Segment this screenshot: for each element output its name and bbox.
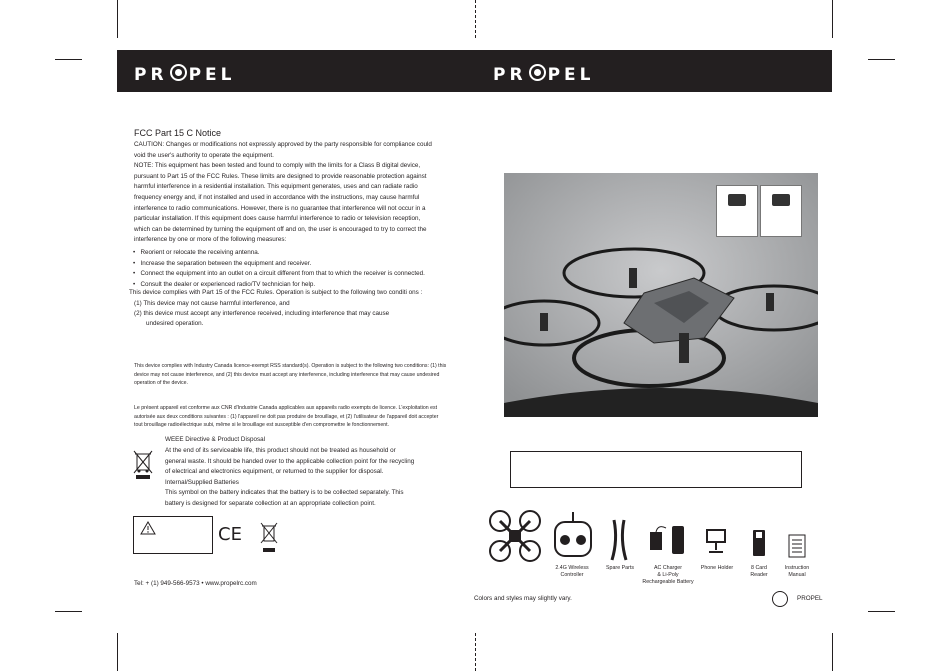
- bullet-item: • Increase the separation between the equipment and receiver.: [133, 260, 312, 267]
- crop-mark: [117, 633, 118, 671]
- bullet-item: • Consult the dealer or experienced radio/TV technician for help.: [133, 281, 316, 288]
- fcc-line: particular installation. If this equipment does cause harmful interference to radio or television reception,: [134, 215, 421, 223]
- fcc-line: interference by one or more of the following measures:: [134, 236, 287, 244]
- crop-mark: [832, 633, 833, 671]
- crop-mark: [117, 0, 118, 38]
- contact-info: Tel: + (1) 949-566-9573 • www.propelrc.com: [134, 580, 257, 587]
- fcc-condition-2-cont: undesired operation.: [146, 320, 204, 327]
- crop-mark: [868, 611, 895, 612]
- crop-mark: [868, 59, 895, 60]
- fcc-condition-2: (2) this device must accept any interference received, including interference that may cause: [134, 310, 390, 317]
- crop-mark: [832, 0, 833, 38]
- controller-icon: [553, 512, 593, 560]
- fcc-condition-1: (1) This device may not cause harmful interference, and: [134, 300, 290, 307]
- bullet-item: • Reorient or relocate the receiving antenna.: [133, 249, 260, 256]
- weee-title: WEEE Directive & Product Disposal: [165, 436, 266, 443]
- battery-title: Internal/Supplied Batteries: [165, 478, 239, 486]
- transmitter-feature-box: [760, 185, 802, 237]
- accessory-label: Spare Parts: [606, 565, 634, 571]
- card-reader-icon: [751, 528, 767, 558]
- fcc-line: frequency energy and, if not installed and used in accordance with the instructions, may cause harmful: [134, 193, 420, 201]
- fcc-title: FCC Part 15 C Notice: [134, 128, 222, 138]
- warning-triangle-icon: [140, 521, 156, 535]
- accessory-label: AC Charger & Li-Poly Rechargeable Battery: [642, 565, 694, 585]
- fcc-line: which can be determined by turning the equipment off and on, the user is encouraged to try to correct the: [134, 225, 427, 233]
- instruction-manual-icon: [788, 534, 806, 558]
- crop-mark: [475, 633, 477, 671]
- circle-mark: [772, 591, 788, 607]
- weee-body: At the end of its serviceable life, this product should not be treated as household or general waste. It should be handed over to the applicable collection point for the recycling of electrical and electronics equipment, or returned to the supplier for disposal. Internal/Supplied Batteries This symbol on the battery indicates that the battery is to be collected separately. This battery is designed for separate collection at an appropriate collection point.: [165, 447, 415, 507]
- crop-mark: [55, 611, 82, 612]
- fcc-line: CAUTION: Changes or modifications not expressly approved by the party responsible for compliance could: [134, 141, 432, 148]
- accessory-label: Phone Holder: [700, 565, 734, 571]
- accessory-label: 2.4G Wireless Controller: [555, 565, 589, 578]
- accessory-label: Instruction Manual: [784, 565, 810, 578]
- fcc-body: [134, 140, 464, 246]
- camera-icon: [728, 194, 746, 206]
- blank-text-box: [510, 451, 802, 488]
- phone-holder-icon: [704, 528, 728, 556]
- accessory-label: 8 Card Reader: [750, 565, 768, 578]
- weee-bin-icon: [132, 450, 154, 480]
- ce-mark: CE: [218, 524, 242, 545]
- weee-bin-icon-small: [259, 521, 279, 553]
- crop-mark: [475, 0, 477, 38]
- fcc-complies: This device complies with Part 15 of the FCC Rules. Operation is subject to the following two conditi ons :: [129, 289, 423, 296]
- ic-french: Le présent appareil est conforme aux CNR d'Industrie Canada applicables aux appareils radio exempts de licence. L'exploitation est autorisée aux deux conditions suivantes : (1) l'appareil ne doit pas produire de brouillage, et (2) l'utilisateur de l'appareil doit accepter tout brouillage radioélectrique subi, même si le brouillage est susceptible d'en compromettre le fonctionnement.: [134, 405, 439, 429]
- brand-logo-left: PR PEL: [134, 65, 236, 85]
- brand-logo-right: PR PEL: [493, 65, 595, 85]
- fcc-line: void the user's authority to operate the equipment.: [134, 151, 274, 159]
- camera-feature-box: [716, 185, 758, 237]
- drone-photo: [504, 173, 818, 417]
- fcc-line: harmful interference in a residential installation. This equipment generates, uses and can radiate radio: [134, 183, 418, 191]
- fcc-line: NOTE: This equipment has been tested and found to comply with the limits for a Class B digital device,: [134, 162, 421, 170]
- bullet-item: • Connect the equipment into an outlet on a circuit different from that to which the receiver is connected.: [133, 270, 425, 277]
- fcc-line: pursuant to Part 15 of the FCC Rules. These limits are designed to provide reasonable protection against: [134, 172, 427, 180]
- ic-english: This device complies with Industry Canada licence-exempt RSS standard(s). Operation is subject to the following two conditions: (1) this device may not cause interference, and (2) this device must accept any interference, including interference that may cause undesired operation of the device.: [134, 363, 447, 387]
- crop-mark: [55, 59, 82, 60]
- charger-icon: [648, 522, 688, 558]
- transmitter-icon: [772, 194, 790, 206]
- warning-box: [133, 516, 213, 554]
- footer-brand: PROPEL: [797, 595, 823, 602]
- disclaimer: Colors and styles may slightly vary.: [474, 595, 572, 602]
- spare-parts-icon: [608, 518, 630, 562]
- fcc-line: interference to radio communications. However, there is no guarantee that interference will not occur in a: [134, 204, 426, 212]
- drone-accessory-icon: [488, 509, 542, 563]
